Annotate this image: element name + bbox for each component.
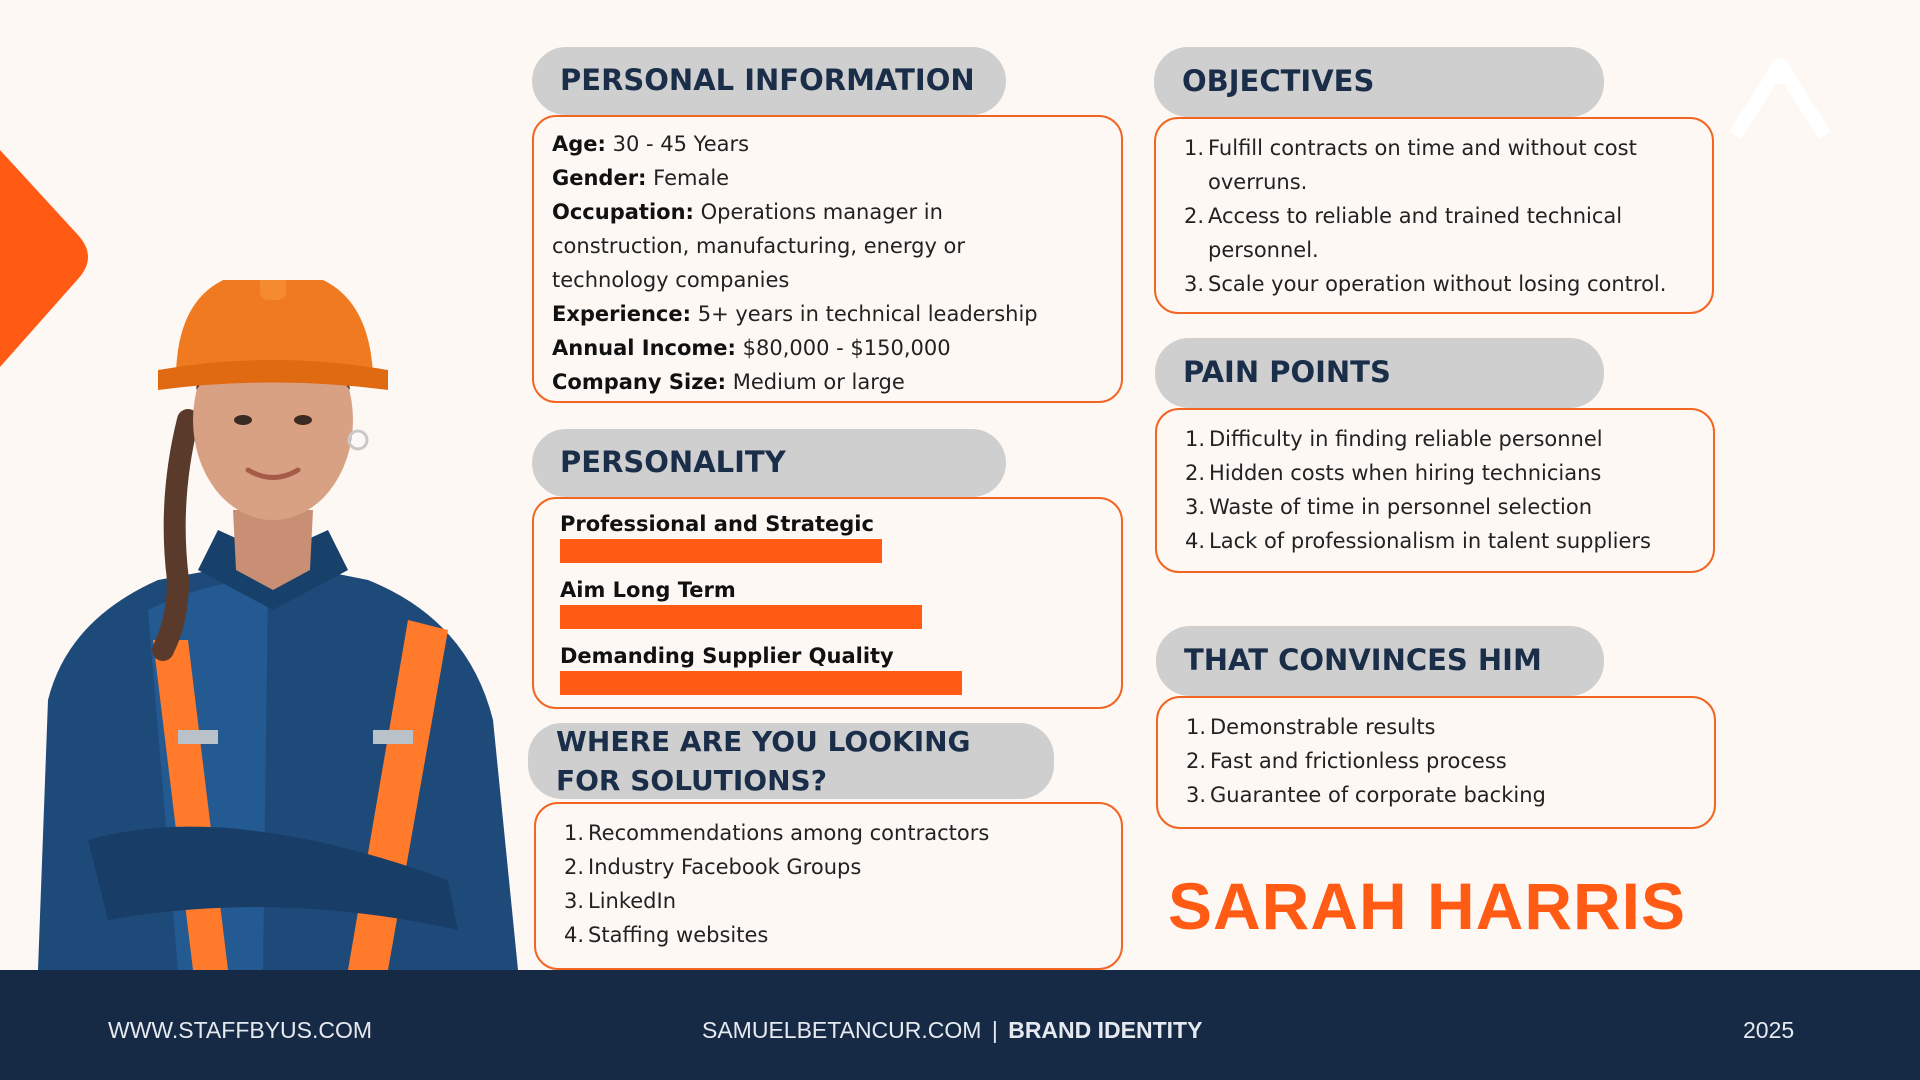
personal-information-card	[532, 115, 1123, 403]
logo-watermark-icon	[1715, 50, 1845, 150]
solutions-heading: WHERE ARE YOU LOOKING FOR SOLUTIONS?	[528, 723, 1054, 799]
persona-name: SARAH HARRIS	[1168, 869, 1687, 943]
list-item: 2. Industry Facebook Groups	[564, 855, 862, 879]
trait-long-term	[560, 575, 1095, 629]
trait-bar	[560, 671, 962, 695]
list-item: 2. Hidden costs when hiring technicians	[1185, 461, 1602, 485]
personal-information-heading: PERSONAL INFORMATION	[532, 47, 1006, 115]
objectives-card	[1154, 117, 1714, 314]
list-item: 3. Guarantee of corporate backing	[1186, 783, 1546, 807]
list-item: 4. Staffing websites	[564, 923, 769, 947]
list-item: 2. Fast and frictionless process	[1186, 749, 1507, 773]
personality-heading: PERSONALITY	[532, 429, 1006, 497]
footer-year: 2025	[1743, 1017, 1795, 1043]
objectives-list	[1184, 131, 1684, 301]
list-item: 1. Difficulty in finding reliable personnel	[1185, 427, 1603, 451]
annual-income-row: Annual Income: $80,000 - $150,000	[552, 336, 951, 360]
pain-points-list	[1185, 422, 1685, 558]
trait-supplier-quality	[560, 641, 1095, 695]
convinces-heading: THAT CONVINCES HIM	[1156, 626, 1604, 696]
list-item: 4. Lack of professionalism in talent suppliers	[1185, 529, 1651, 553]
personality-card	[532, 497, 1123, 709]
pain-points-heading: PAIN POINTS	[1155, 338, 1604, 408]
footer-website-link[interactable]: WWW.STAFFBYUS.COM	[108, 1017, 373, 1043]
trait-label: Aim Long Term	[560, 578, 736, 602]
list-item: 3. Scale your operation without losing control.	[1184, 272, 1667, 296]
footer	[0, 970, 1920, 1080]
persona-photo	[28, 280, 528, 970]
pain-points-card	[1155, 408, 1715, 573]
trait-bar	[560, 605, 922, 629]
age-row: Age: 30 - 45 Years	[552, 132, 750, 156]
company-size-row: Company Size: Medium or large	[552, 370, 905, 394]
footer-center	[702, 1017, 1202, 1044]
objectives-heading: OBJECTIVES	[1154, 47, 1604, 117]
solutions-card	[534, 802, 1123, 970]
list-item: 3. Waste of time in personnel selection	[1185, 495, 1593, 519]
footer-site-link[interactable]: SAMUELBETANCUR.COM	[702, 1017, 982, 1043]
list-item: 2. Access to reliable and trained technical personnel.	[1184, 204, 1623, 262]
footer-separator: |	[991, 1017, 998, 1043]
list-item: 1. Recommendations among contractors	[564, 821, 990, 845]
trait-label: Professional and Strategic	[560, 512, 874, 536]
trait-professional	[560, 509, 1095, 563]
list-item: 1. Fulfill contracts on time and without cost overruns.	[1184, 136, 1637, 194]
solutions-list	[564, 816, 1093, 952]
experience-row: Experience: 5+ years in technical leadership	[552, 302, 1038, 326]
convinces-list	[1186, 710, 1686, 812]
convinces-card	[1156, 696, 1716, 829]
occupation-row: Occupation: Operations manager in construction, manufacturing, energy or technology companies	[552, 200, 966, 292]
list-item: 3. LinkedIn	[564, 889, 677, 913]
gender-row: Gender: Female	[552, 166, 730, 190]
list-item: 1. Demonstrable results	[1186, 715, 1436, 739]
footer-brand-identity: BRAND IDENTITY	[1008, 1017, 1203, 1043]
trait-bar	[560, 539, 882, 563]
trait-label: Demanding Supplier Quality	[560, 644, 894, 668]
